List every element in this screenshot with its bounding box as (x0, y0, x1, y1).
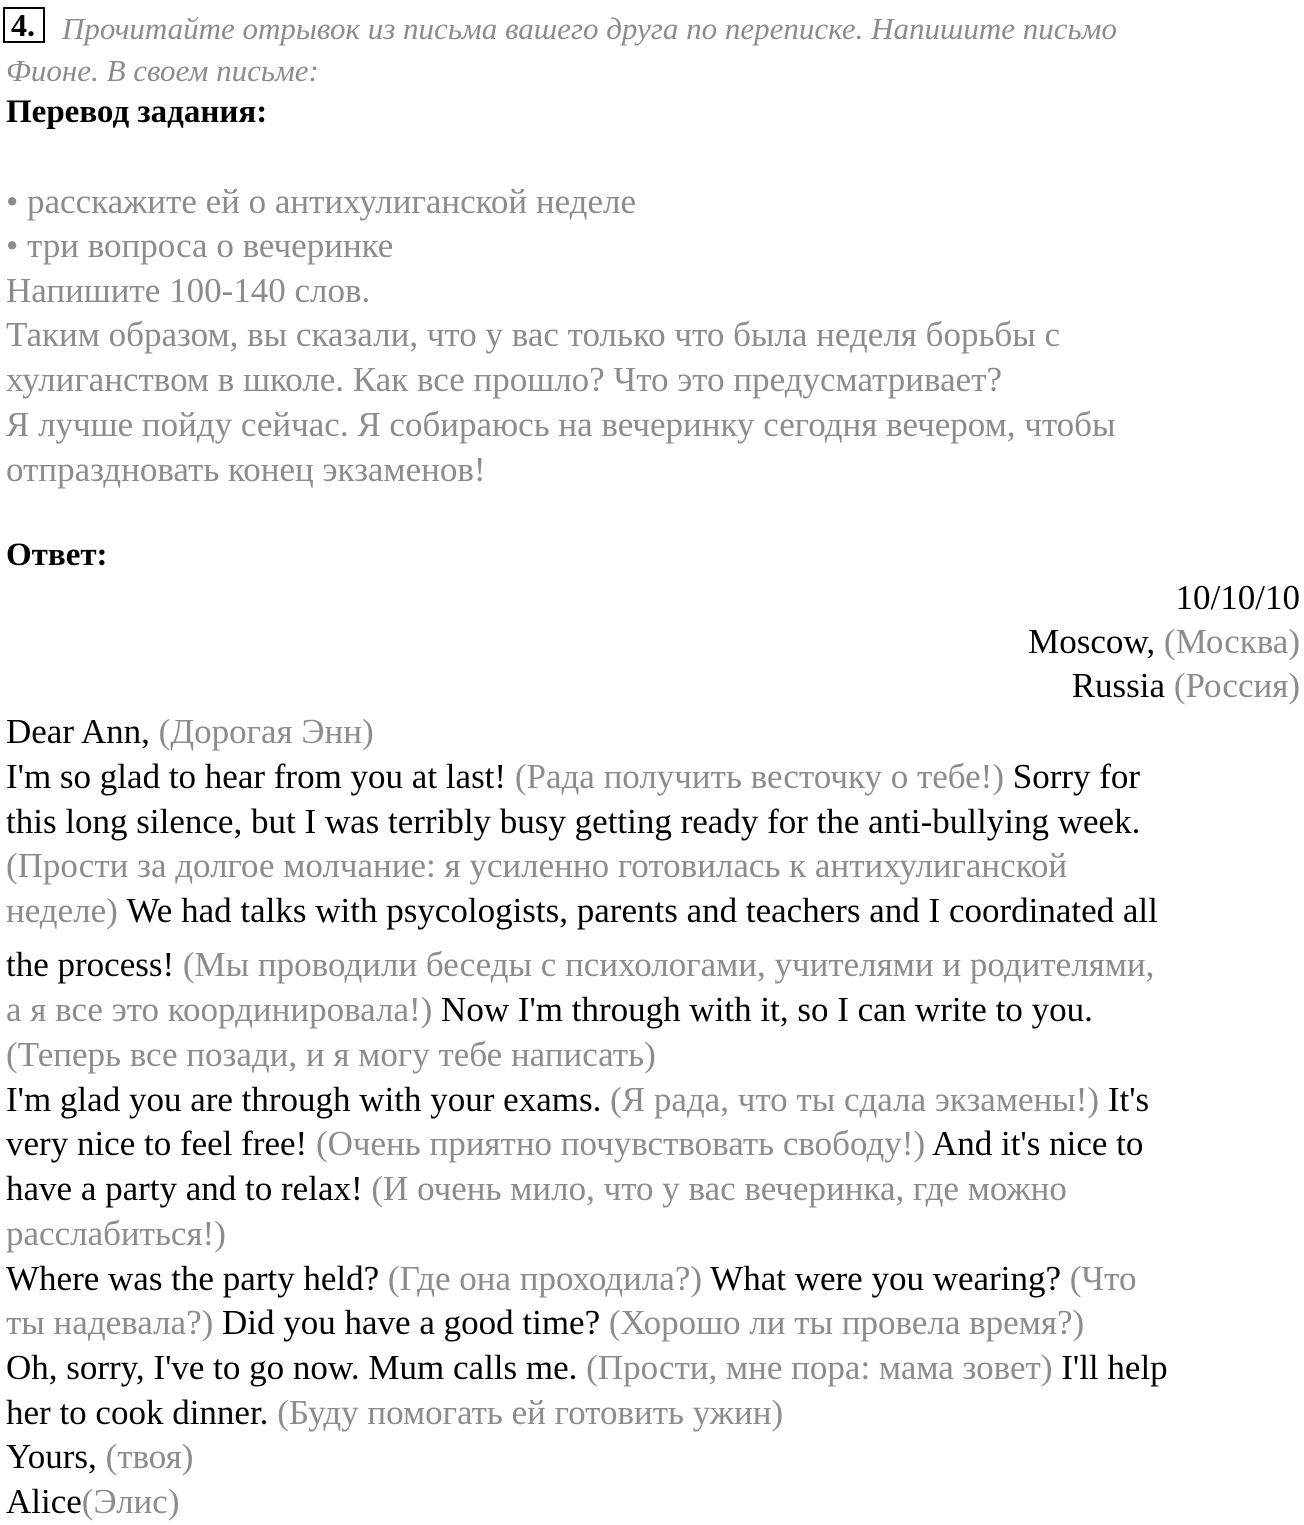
sentence-ru: а я все это координировала!) (6, 990, 433, 1029)
letter-closing (6, 1435, 193, 1479)
translation-word-count: Напишите 100-140 слов. (6, 271, 371, 310)
letter-line-13 (6, 1257, 1136, 1301)
task-text-line-1: Прочитайте отрывок из письма вашего друга по переписке. Напишите письмо (62, 11, 1117, 46)
sentence-en: And it's nice to (931, 1124, 1144, 1163)
sentence-en: It's (1107, 1080, 1150, 1119)
task-number: 4. (3, 7, 45, 43)
translation-paragraph-1-line-2: хулиганством в школе. Как все прошло? Что это предусматривает? (6, 360, 1002, 399)
sentence-ru: (Прости, мне пора: мама зовет) (586, 1348, 1053, 1387)
question-en: Did you have a good time? (222, 1303, 601, 1342)
greeting-ru: (Дорогая Энн) (158, 712, 374, 751)
translation-heading: Перевод задания: (6, 94, 268, 130)
letter-line-8: (Теперь все позади, и я могу тебе написать) (6, 1035, 656, 1074)
translation-paragraph-2-line-1: Я лучше пойду сейчас. Я собираюсь на вечеринку сегодня вечером, чтобы (6, 405, 1116, 444)
sentence-ru: (И очень мило, что у вас вечеринка, где можно (371, 1169, 1067, 1208)
sentence-en: I'll help (1061, 1348, 1168, 1387)
sentence-en: her to cook dinner. (6, 1393, 269, 1432)
city-en: Moscow, (1028, 622, 1156, 661)
letter-line-6 (6, 943, 1154, 987)
letter-greeting (6, 710, 374, 754)
letter-line-7 (6, 988, 1093, 1032)
city-ru: (Москва) (1163, 622, 1300, 661)
sentence-ru: (Я рада, что ты сдала экзамены!) (610, 1080, 1100, 1119)
answer-heading: Ответ: (6, 537, 108, 573)
letter-line-16 (6, 1391, 783, 1435)
question-ru: (Хорошо ли ты провела время?) (608, 1303, 1085, 1342)
sentence-en: We had talks with psycologists, parents and teachers and I coordinated all (126, 891, 1158, 930)
letter-line-4: (Прости за долгое молчание: я усиленно готовилась к антихулиганской (6, 846, 1068, 885)
letter-line-11 (6, 1167, 1067, 1211)
country-en: Russia (1071, 666, 1166, 705)
letter-line-2 (6, 755, 1140, 799)
letter-city (1028, 620, 1300, 664)
sentence-en: have a party and to relax! (6, 1169, 363, 1208)
sentence-en: I'm glad you are through with your exams. (6, 1080, 602, 1119)
letter-country (1072, 664, 1300, 708)
task-text-line-2: Фионе. В своем письме: (6, 53, 319, 88)
closing-ru: (твоя) (105, 1437, 194, 1476)
translation-bullet-2: • три вопроса о вечеринке (6, 226, 394, 265)
sentence-en: the process! (6, 945, 175, 984)
question-ru: (Что (1069, 1259, 1137, 1298)
signature-ru: (Элис) (81, 1482, 180, 1521)
sentence-en: Now I'm through with it, so I can write to you. (441, 990, 1093, 1029)
sentence-ru: неделе) (6, 891, 118, 930)
question-ru: (Где она проходила?) (387, 1259, 703, 1298)
question-ru: ты надевала?) (6, 1303, 214, 1342)
greeting-en: Dear Ann, (6, 712, 150, 751)
letter-line-9 (6, 1078, 1149, 1122)
signature-en: Alice (6, 1482, 82, 1521)
sentence-ru: (Очень приятно почувствовать свободу!) (315, 1124, 926, 1163)
letter-line-10 (6, 1122, 1143, 1166)
letter-signature (6, 1480, 179, 1524)
sentence-en: Sorry for (1012, 757, 1141, 796)
question-en: Where was the party held? (6, 1259, 380, 1298)
sentence-ru: (Рада получить весточку о тебе!) (514, 757, 1004, 796)
letter-line-15 (6, 1346, 1168, 1390)
translation-paragraph-1-line-1: Таким образом, вы сказали, что у вас только что была неделя борьбы с (6, 315, 1061, 354)
sentence-en: I'm so glad to hear from you at last! (6, 757, 507, 796)
sentence-ru: (Мы проводили беседы с психологами, учителями и родителями, (182, 945, 1155, 984)
letter-date: 10/10/10 (1175, 578, 1300, 617)
closing-en: Yours, (6, 1437, 97, 1476)
letter-line-14 (6, 1301, 1084, 1345)
letter-line-5 (6, 889, 1158, 933)
sentence-ru: (Буду помогать ей готовить ужин) (277, 1393, 784, 1432)
country-ru: (Россия) (1173, 666, 1300, 705)
translation-bullet-1: • расскажите ей о антихулиганской неделе (6, 182, 636, 221)
sentence-en: Oh, sorry, I've to go now. Mum calls me. (6, 1348, 578, 1387)
letter-line-12: расслабиться!) (6, 1214, 226, 1253)
letter-line-3: this long silence, but I was terribly busy getting ready for the anti-bullying week. (6, 802, 1141, 841)
question-en: What were you wearing? (710, 1259, 1061, 1298)
sentence-en: very nice to feel free! (6, 1124, 308, 1163)
translation-paragraph-2-line-2: отпраздновать конец экзаменов! (6, 450, 486, 489)
